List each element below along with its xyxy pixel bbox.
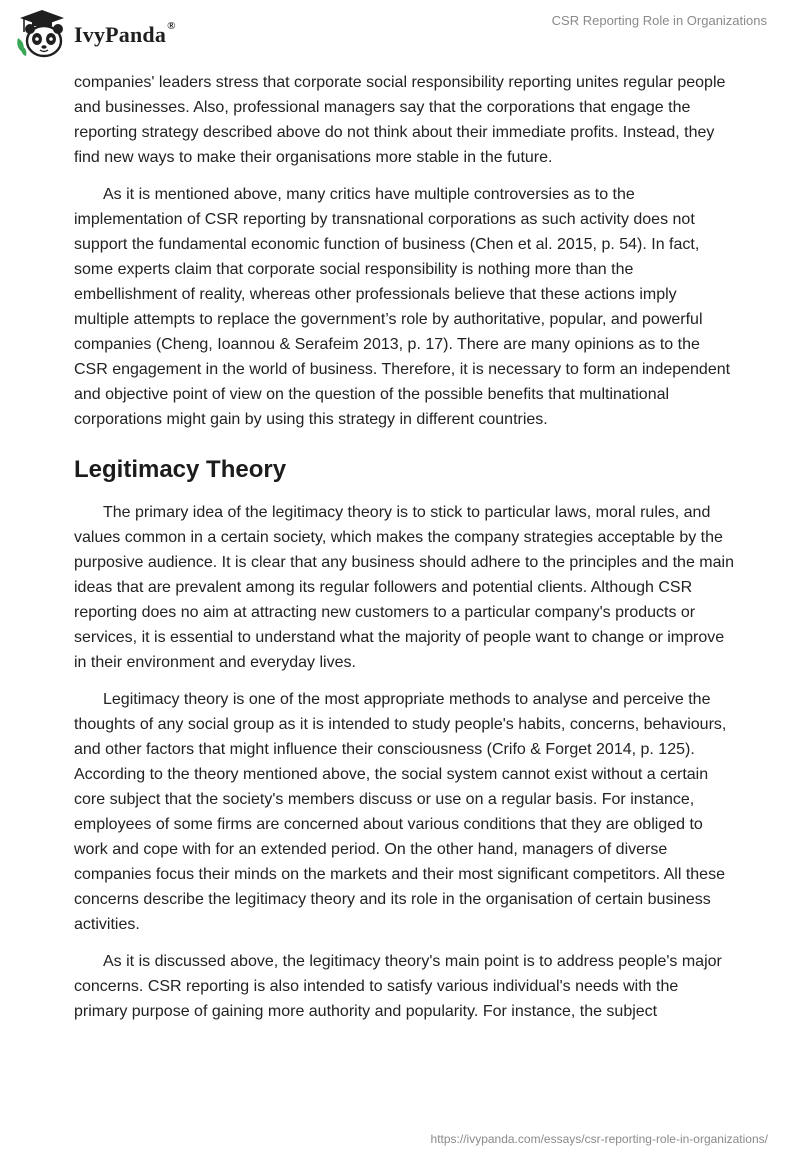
section-heading: Legitimacy Theory — [74, 456, 287, 483]
paragraph: As it is discussed above, the legitimacy theory's main point is to address people's major concerns. CSR reporting is also intended to satisfy various individual's needs with the primary purpose of gaining more authority and popularity. For instance, the subject — [74, 953, 722, 1020]
paragraph-continued: companies' leaders stress that corporate social responsibility reporting unites regular people and businesses. Also, professional managers say that the corporations that engage the reporting strategy described above do not think about their immediate profits. Instead, they find new ways to make their organisations more stable in the future. — [74, 74, 726, 166]
registered-mark: ® — [167, 20, 176, 32]
brand-name: IvyPanda® — [74, 20, 176, 47]
essay-content — [74, 70, 734, 1036]
page-header — [0, 0, 800, 70]
paragraph: Legitimacy theory is one of the most appropriate methods to analyse and perceive the thoughts of any social group as it is intended to study people's habits, concerns, behaviours, and other factors that might influence their consciousness (Crifo & Forget 2014, p. 125). According to the theory mentioned above, the social system cannot exist without a certain core subject that the society's members discuss or use on a regular basis. For instance, employees of some firms are concerned about various conditions that they are obliged to work and cope with for an extended period. On the other hand, managers of diverse companies focus their minds on the markets and their most significant competitors. All these concerns describe the legitimacy theory and its role in the organisation of certain business activities. — [74, 691, 727, 933]
footer-url-link[interactable]: https://ivypanda.com/essays/csr-reporting-role-in-organizations/ — [430, 1132, 768, 1146]
panda-logo-icon — [14, 8, 70, 60]
ivypanda-logo[interactable] — [14, 8, 176, 60]
document-title: CSR Reporting Role in Organizations — [551, 13, 767, 28]
paragraph: As it is mentioned above, many critics have multiple controversies as to the implementation of CSR reporting by transnational corporations as such activity does not support the fundamental economic function of business (Chen et al. 2015, p. 54). In fact, some experts claim that corporate social responsibility is nothing more than the embellishment of reality, whereas other professionals believe that these actions imply multiple attempts to replace the government’s role by authoritative, popular, and powerful companies (Cheng, Ioannou & Serafeim 2013, p. 17). There are many opinions as to the CSR engagement in the world of business. Therefore, it is necessary to form an independent and objective point of view on the question of the possible benefits that multinational corporations might gain by using this strategy in different countries. — [74, 186, 731, 428]
paragraph: The primary idea of the legitimacy theory is to stick to particular laws, moral rules, and values common in a certain society, which makes the company strategies acceptable by the purposive audience. It is clear that any business should adhere to the principles and the main ideas that are prevalent among its regular followers and potential clients. Although CSR reporting does no aim at attracting new customers to a particular company's products or services, it is essential to understand what the majority of people want to change or improve in their environment and everyday lives. — [74, 504, 734, 671]
